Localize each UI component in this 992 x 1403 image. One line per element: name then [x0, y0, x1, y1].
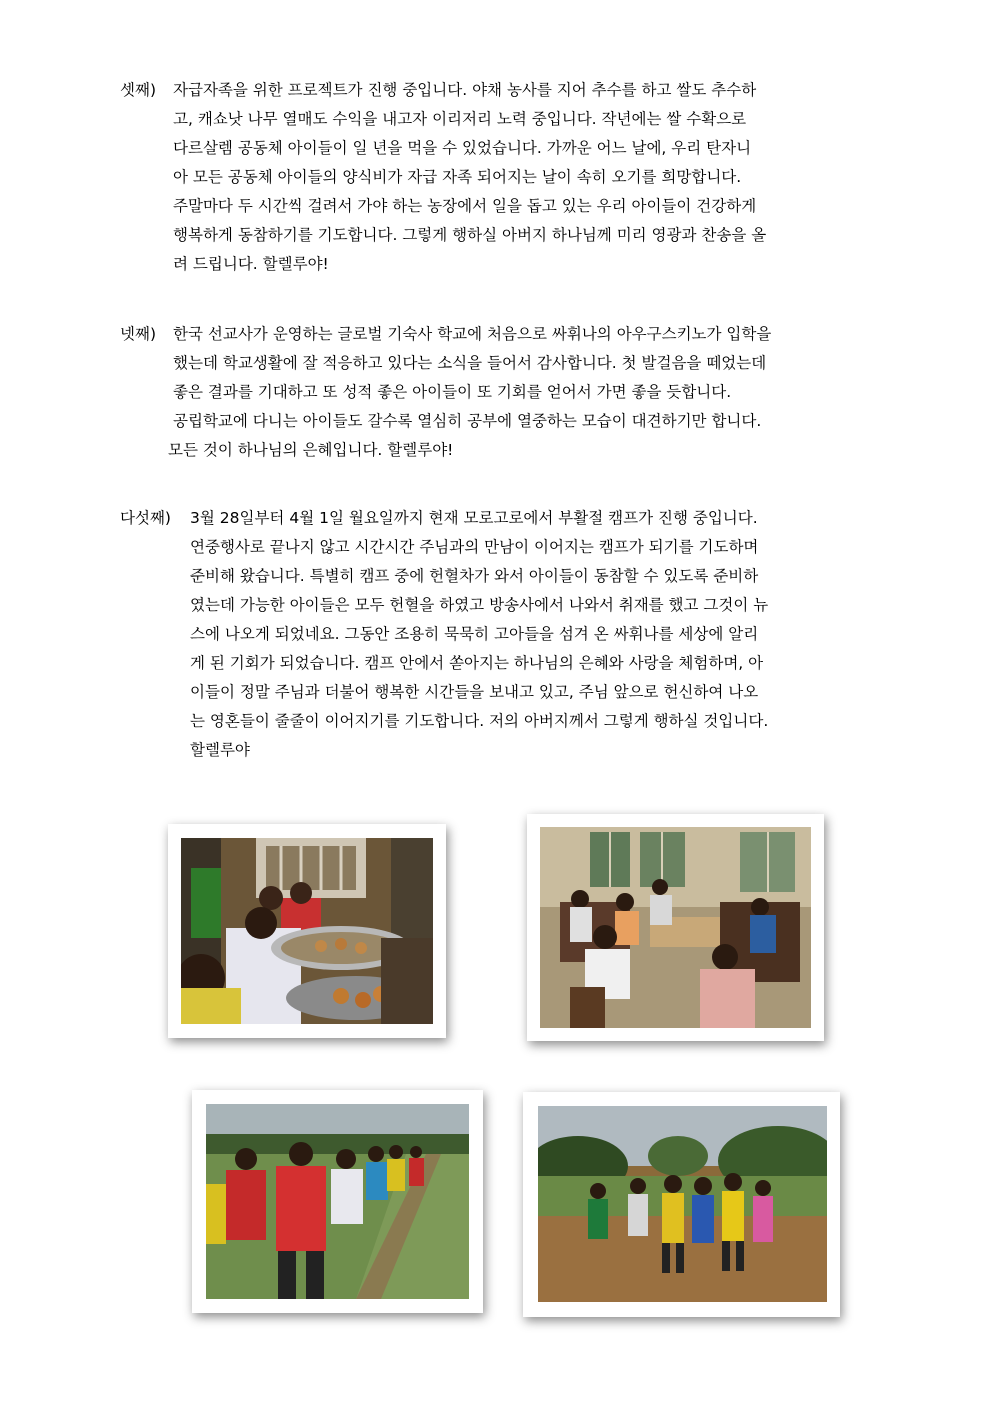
paragraph-line: 였는데 가능한 아이들은 모두 헌혈을 하였고 방송사에서 나와서 취재를 했고 그것이 뉴: [190, 596, 769, 614]
photo-dirt-road-group: [523, 1092, 840, 1317]
photo-walking-path-image: [206, 1104, 469, 1299]
section-third: [120, 76, 880, 286]
photo-dirt-road-group-image: [538, 1106, 827, 1302]
paragraph-line: 고, 캐쇼낫 나무 열매도 수익을 내고자 이리저리 노력 중입니다. 작년에는 쌀 수확으로: [173, 110, 747, 128]
section-label: 넷째): [120, 325, 156, 343]
paragraph-line: 모든 것이 하나님의 은혜입니다. 할렐루야!: [168, 441, 454, 459]
section-label: 다섯째): [120, 509, 171, 527]
paragraph-line: 할렐루야: [190, 741, 250, 759]
paragraph-line: 준비해 왔습니다. 특별히 캠프 중에 헌혈차가 와서 아이들이 동참할 수 있도록 준비하: [190, 567, 759, 585]
photo-walking-path: [192, 1090, 483, 1313]
photo-food-serving: [168, 824, 446, 1038]
paragraph-line: 주말마다 두 시간씩 걸려서 가야 하는 농장에서 일을 돕고 있는 우리 아이들이 건강하게: [173, 197, 757, 215]
photo-seated-group-image: [540, 827, 811, 1028]
paragraph-line: 행복하게 동참하기를 기도합니다. 그렇게 행하실 아버지 하나님께 미리 영광과 찬송을 올: [173, 226, 767, 244]
paragraph-line: 이들이 정말 주님과 더불어 행복한 시간들을 보내고 있고, 주님 앞으로 헌신하여 나오: [190, 683, 759, 701]
paragraph-line: 한국 선교사가 운영하는 글로벌 기숙사 학교에 처음으로 싸휘나의 아우구스키노가 입학을: [173, 325, 772, 343]
section-label: 셋째): [120, 81, 156, 99]
paragraph-line: 했는데 학교생활에 잘 적응하고 있다는 소식을 들어서 감사합니다. 첫 발걸음을 떼었는데: [173, 354, 767, 372]
paragraph-line: 아 모든 공동체 아이들의 양식비가 자급 자족 되어지는 날이 속히 오기를 희망합니다.: [173, 168, 742, 186]
paragraph-line: 3월 28일부터 4월 1일 월요일까지 현재 모로고로에서 부활절 캠프가 진행 중입니다.: [190, 509, 758, 527]
paragraph-line: 다르살렘 공동체 아이들이 일 년을 먹을 수 있었습니다. 가까운 어느 날에, 우리 탄자니: [173, 139, 752, 157]
photo-seated-group: [527, 814, 824, 1041]
paragraph-line: 스에 나오게 되었네요. 그동안 조용히 묵묵히 고아들을 섬겨 온 싸휘나를 세상에 알리: [190, 625, 759, 643]
photo-food-serving-image: [181, 838, 433, 1024]
paragraph-line: 좋은 결과를 기대하고 또 성적 좋은 아이들이 또 기회를 얻어서 가면 좋을 듯합니다.: [173, 383, 732, 401]
paragraph-line: 려 드립니다. 할렐루야!: [173, 255, 329, 273]
paragraph-line: 자급자족을 위한 프로젝트가 진행 중입니다. 야채 농사를 지어 추수를 하고 쌀도 추수하: [173, 81, 757, 99]
section-fifth: [120, 504, 890, 769]
paragraph-line: 는 영혼들이 줄줄이 이어지기를 기도합니다. 저의 아버지께서 그렇게 행하실 것입니다.: [190, 712, 769, 730]
paragraph-line: 게 된 기회가 되었습니다. 캠프 안에서 쏟아지는 하나님의 은혜와 사랑을 체험하며, 아: [190, 654, 764, 672]
paragraph-line: 공립학교에 다니는 아이들도 갈수록 열심히 공부에 열중하는 모습이 대견하기만 합니다.: [173, 412, 762, 430]
paragraph-line: 연중행사로 끝나지 않고 시간시간 주님과의 만남이 이어지는 캠프가 되기를 기도하며: [190, 538, 759, 556]
section-fourth: [120, 320, 880, 470]
